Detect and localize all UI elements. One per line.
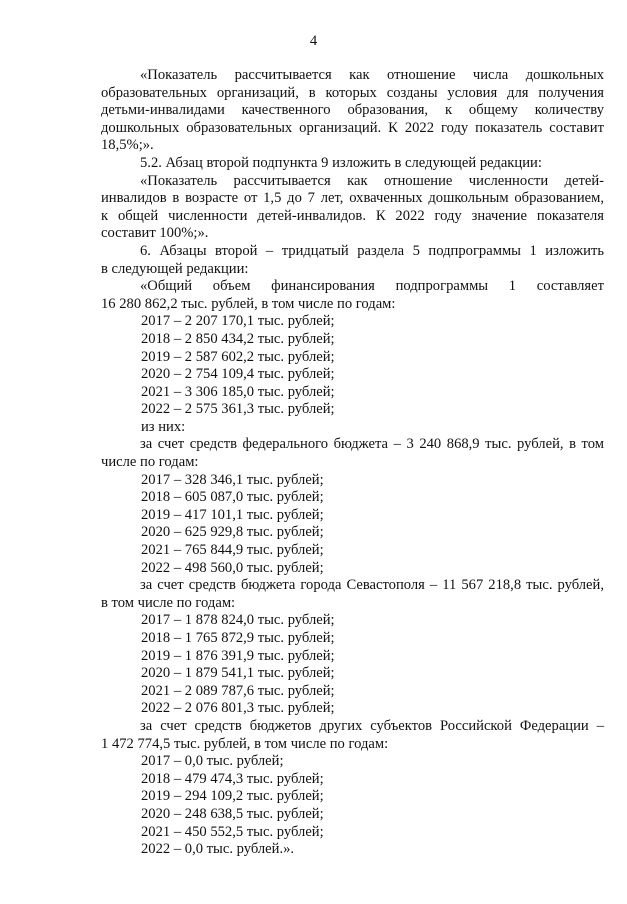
year-item: 2022 – 498 560,0 тыс. рублей; <box>141 559 324 576</box>
text-line: в следующей редакции: <box>101 260 249 277</box>
text-line: «Показатель рассчитывается как отношение числа дошкольных <box>140 67 604 83</box>
year-item: 2019 – 417 101,1 тыс. рублей; <box>141 506 324 523</box>
text-line: числе по годам: <box>101 454 199 471</box>
text-line: 1 472 774,5 тыс. рублей, в том числе по годам: <box>101 735 389 752</box>
text-line: к общей численности детей-инвалидов. К 2022 году значение показателя <box>101 207 604 224</box>
funding-total-line: «Общий объем финансирования подпрограммы 1 составляет <box>140 278 604 295</box>
year-item: 2020 – 248 638,5 тыс. рублей; <box>141 805 324 822</box>
text-line: детьми-инвалидами качественного образования, к общему количеству <box>101 102 604 119</box>
text-line: образовательных организаций, в которых созданы условия для получения <box>101 84 604 101</box>
other-subjects-budget-line: за счет средств бюджетов других субъектов Российской Федерации – <box>140 717 604 734</box>
sevastopol-year-list <box>101 612 604 718</box>
year-item: 2022 – 2 575 361,3 тыс. рублей; <box>141 401 335 418</box>
year-item: 2017 – 2 207 170,1 тыс. рублей; <box>141 313 335 330</box>
page-number: 4 <box>309 33 318 49</box>
year-item: 2019 – 1 876 391,9 тыс. рублей; <box>141 647 335 664</box>
year-item: 2018 – 2 850 434,2 тыс. рублей; <box>141 330 335 347</box>
text-line: инвалидов в возрасте от 1,5 до 7 лет, охваченных дошкольным образованием, <box>101 190 604 207</box>
total-year-list <box>101 313 604 436</box>
year-item: 2020 – 2 754 109,4 тыс. рублей; <box>141 366 335 383</box>
year-item: 2021 – 3 306 185,0 тыс. рублей; <box>141 383 335 400</box>
federal-budget-line: за счет средств федерального бюджета – 3 240 868,9 тыс. рублей, в том <box>140 436 604 453</box>
year-item: 2018 – 605 087,0 тыс. рублей; <box>141 489 324 506</box>
year-item: 2020 – 1 879 541,1 тыс. рублей; <box>141 665 335 682</box>
year-item: 2020 – 625 929,8 тыс. рублей; <box>141 524 324 541</box>
text-line: «Показатель рассчитывается как отношение численности детей- <box>140 172 604 189</box>
year-item: 2018 – 479 474,3 тыс. рублей; <box>141 770 324 787</box>
text-line: 18,5%;». <box>101 137 154 154</box>
text-line: в том числе по годам: <box>101 594 236 611</box>
year-item: 2022 – 2 076 801,3 тыс. рублей; <box>141 700 335 717</box>
sevastopol-budget-line: за счет средств бюджета города Севастополя – 11 567 218,8 тыс. рублей, <box>140 577 604 594</box>
year-item: 2017 – 1 878 824,0 тыс. рублей; <box>141 612 335 629</box>
text-line: 16 280 862,2 тыс. рублей, в том числе по годам: <box>101 295 396 312</box>
federal-year-list <box>101 472 604 578</box>
year-item: 2019 – 2 587 602,2 тыс. рублей; <box>141 348 335 365</box>
year-item: 2022 – 0,0 тыс. рублей.». <box>141 841 295 858</box>
other-subjects-year-list <box>101 753 604 859</box>
year-item: 2021 – 2 089 787,6 тыс. рублей; <box>141 682 335 699</box>
year-item: 2018 – 1 765 872,9 тыс. рублей; <box>141 630 335 646</box>
text-line: дошкольных образовательных организаций. К 2022 году показатель составит <box>101 119 604 136</box>
year-item: 2021 – 765 844,9 тыс. рублей; <box>141 542 324 559</box>
section-item-5-2: 5.2. Абзац второй подпункта 9 изложить в следующей редакции: <box>140 154 542 171</box>
year-item: 2021 – 450 552,5 тыс. рублей; <box>141 823 324 840</box>
text-line: составит 100%;». <box>101 225 209 242</box>
iz-nih-label: из них: <box>141 418 186 435</box>
year-item: 2017 – 0,0 тыс. рублей; <box>141 753 284 770</box>
section-item-6: 6. Абзацы второй – тридцатый раздела 5 подпрограммы 1 изложить <box>140 242 604 259</box>
year-item: 2019 – 294 109,2 тыс. рублей; <box>141 788 324 805</box>
document-body <box>101 67 604 859</box>
year-item: 2017 – 328 346,1 тыс. рублей; <box>141 471 324 488</box>
